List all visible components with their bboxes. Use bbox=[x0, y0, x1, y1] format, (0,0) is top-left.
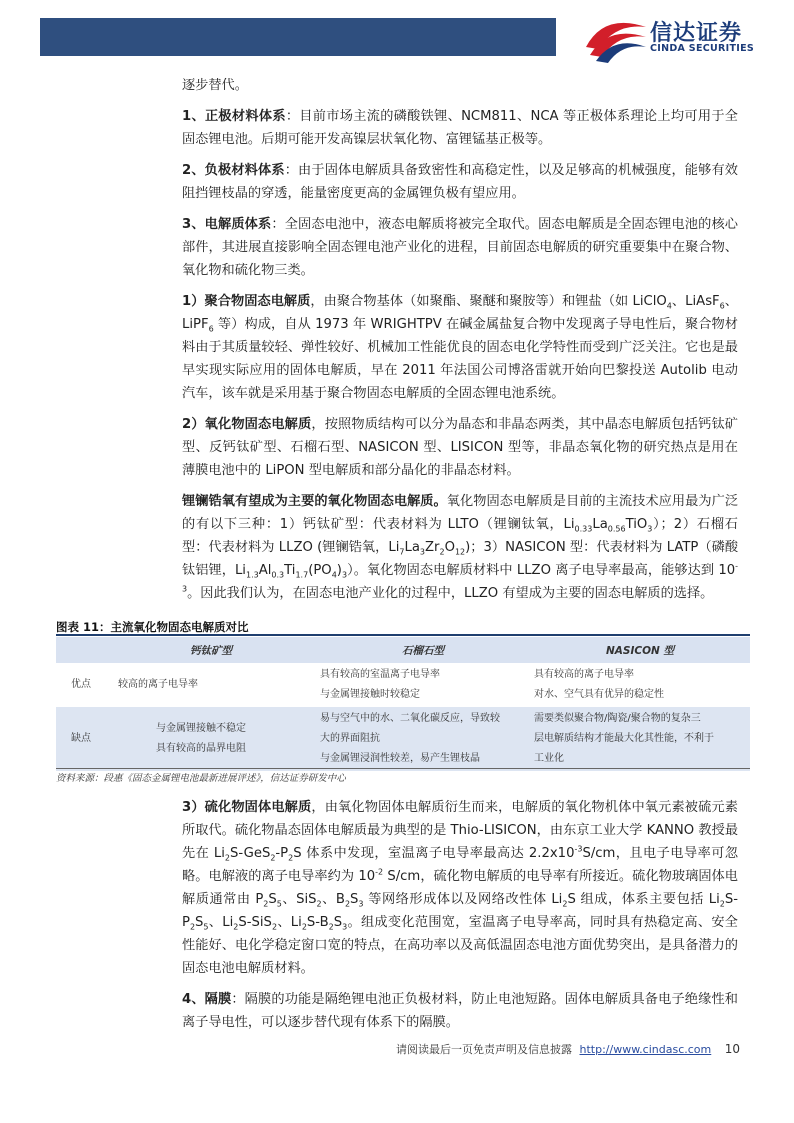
page-number: 10 bbox=[724, 1042, 741, 1056]
table-row bbox=[56, 707, 750, 771]
figure-title: 图表 11：主流氧化物固态电解质对比 bbox=[56, 620, 249, 634]
table-header-row bbox=[56, 637, 750, 663]
brand-name-cn: 信达证券 bbox=[650, 21, 743, 46]
paragraph-anode: 2、负极材料体系：由于固体电解质具备致密性和高稳定性，以及足够高的机械强度，能够有效阻挡锂枝晶的穿透，能量密度更高的金属锂负极有望应用。 bbox=[182, 163, 738, 201]
figure-source: 资料来源：段惠《固态金属锂电池最新进展评述》，信达证券研发中心 bbox=[56, 773, 346, 784]
row-label: 缺点 bbox=[56, 707, 106, 771]
paragraph-llzo: 锂镧锆氧有望成为主要的氧化物固态电解质。氧化物固态电解质是目前的主流技术应用最为广泛的有以下三种：1）钙钛矿型：代表材料为 LLTO（锂镧钛氧，$Li_{0.33}La_{0.56}TiO_3$）；2）石榴石型：代表材料为 LLZO (锂镧锆氧，$Li_7La_3Zr_2O_{12}$)；3）NASICON 型：代表材料为 LATP（磷酸钛铝锂，$Li_{1.3}Al_{0.3}Ti_{1.7}(PO_4)_3$）。氧化物固态电解质材料中 LLZO 离子电导率最高，能够达到 $10^{-3}$。因此我们认为，在固态电池产业化的过程中，LLZO 有望成为主要的固态电解质的选择。 bbox=[182, 494, 739, 601]
table-header: 钙钛矿型 bbox=[106, 637, 316, 663]
table-header: NASICON 型 bbox=[530, 637, 750, 663]
figure-rule bbox=[56, 634, 750, 636]
header-bar bbox=[40, 18, 556, 56]
table-header bbox=[56, 637, 106, 663]
comparison-table bbox=[56, 637, 750, 771]
page-footer bbox=[396, 1041, 740, 1057]
main-content-continued bbox=[182, 796, 738, 1042]
table-cell: 需要类似聚合物/陶瓷/聚合物的复杂三 层电解质结构才能最大化其性能，不利于 工业化 bbox=[530, 707, 750, 771]
brand-name-en: CINDA SECURITIES bbox=[650, 43, 755, 54]
main-content bbox=[182, 74, 738, 613]
table-cell: 与金属锂接触不稳定 具有较高的晶界电阻 bbox=[106, 707, 316, 771]
paragraph-cathode: 1、正极材料体系：目前市场主流的磷酸铁锂、NCM811、NCA 等正极体系理论上均可用于全固态锂电池。后期可能开发高镍层状氧化物、富锂锰基正极等。 bbox=[182, 109, 738, 147]
source-rule bbox=[56, 768, 750, 769]
paragraph-sulfide: 3）硫化物固体电解质，由氧化物固体电解质衍生而来，电解质的氧化物机体中氧元素被硫元素所取代。硫化物晶态固体电解质最为典型的是 Thio-LISICON，由东京工业大学 KANNO 教授最先在 $Li_2S-GeS_2-P_2S$ 体系中发现，室温离子电导率最高达 $2.2x10^{-3}S/cm$，且电子电导率可忽略。电解液的离子电导率约为 $10^{-2}$ S/cm，硫化物电解质的电导率有所接近。硫化物玻璃固体电解质通常由 $P_2S_5$、SiS$_2$、$B_2S_3$ 等网络形成体以及网络改性体 $Li_2S$ 组成，体系主要包括 $Li_2S-P_2S_5$、$Li_2S-SiS_2$、$Li_2S-B_2S_3$。组成变化范围宽，室温离子电导率高，同时具有热稳定高、安全性能好、电化学稳定窗口宽的特点，在高功率以及高低温固态电池方面优势突出，是具备潜力的固态电池电解质材料。 bbox=[182, 800, 739, 976]
website-link[interactable]: http://www.cindasc.com bbox=[579, 1043, 712, 1056]
table-cell: 具有较高的室温离子电导率 与金属锂接触时较稳定 bbox=[316, 663, 530, 707]
disclaimer-notice: 请阅读最后一页免责声明及信息披露 bbox=[396, 1043, 572, 1056]
paragraph-oxide: 2）氧化物固态电解质，按照物质结构可以分为晶态和非晶态两类，其中晶态电解质包括钙钛矿型、反钙钛矿型、石榴石型、NASICON 型、LISICON 型等，非晶态氧化物的研究热点是用在薄膜电池中的 LiPON 型电解质和部分晶化的非晶态材料。 bbox=[182, 417, 738, 478]
paragraph-electrolyte: 3、电解质体系：全固态电池中，液态电解质将被完全取代。固态电解质是全固态锂电池的核心部件，其进展直接影响全固态锂电池产业化的进程，目前固态电解质的研究重要集中在聚合物、氧化物和硫化物三类。 bbox=[182, 217, 738, 278]
table-cell: 具有较高的离子电导率 对水、空气具有优异的稳定性 bbox=[530, 663, 750, 707]
paragraph: 逐步替代。 bbox=[182, 78, 248, 93]
paragraph-separator: 4、隔膜：隔膜的功能是隔绝锂电池正负极材料，防止电池短路。固体电解质具备电子绝缘性和离子导电性，可以逐步替代现有体系下的隔膜。 bbox=[182, 992, 738, 1030]
table-header: 石榴石型 bbox=[316, 637, 530, 663]
table-cell: 易与空气中的水、二氧化碳反应，导致较 大的界面阻抗 与金属锂浸润性较差，易产生锂枝晶 bbox=[316, 707, 530, 771]
row-label: 优点 bbox=[56, 663, 106, 707]
table-cell: 较高的离子电导率 bbox=[106, 663, 316, 707]
table-row bbox=[56, 663, 750, 707]
paragraph-polymer: 1）聚合物固态电解质，由聚合物基体（如聚酯、聚醚和聚胺等）和锂盐（如 LiClO$_4$、LiAsF$_6$、LiPF$_6$ 等）构成，自从 1973 年 WRIGHTPV 在碱金属盐复合物中发现离子导电性后，聚合物材料由于其质量较轻、弹性较好、机械加工性能优良的固态电化学特性而受到广泛关注。它也是最早实现实际应用的固体电解质，早在 2011 年法国公司博洛雷就开始向巴黎投送 Autolib 电动汽车，该车就是采用基于聚合物固态电解质的全固态锂电池系统。 bbox=[182, 294, 738, 401]
